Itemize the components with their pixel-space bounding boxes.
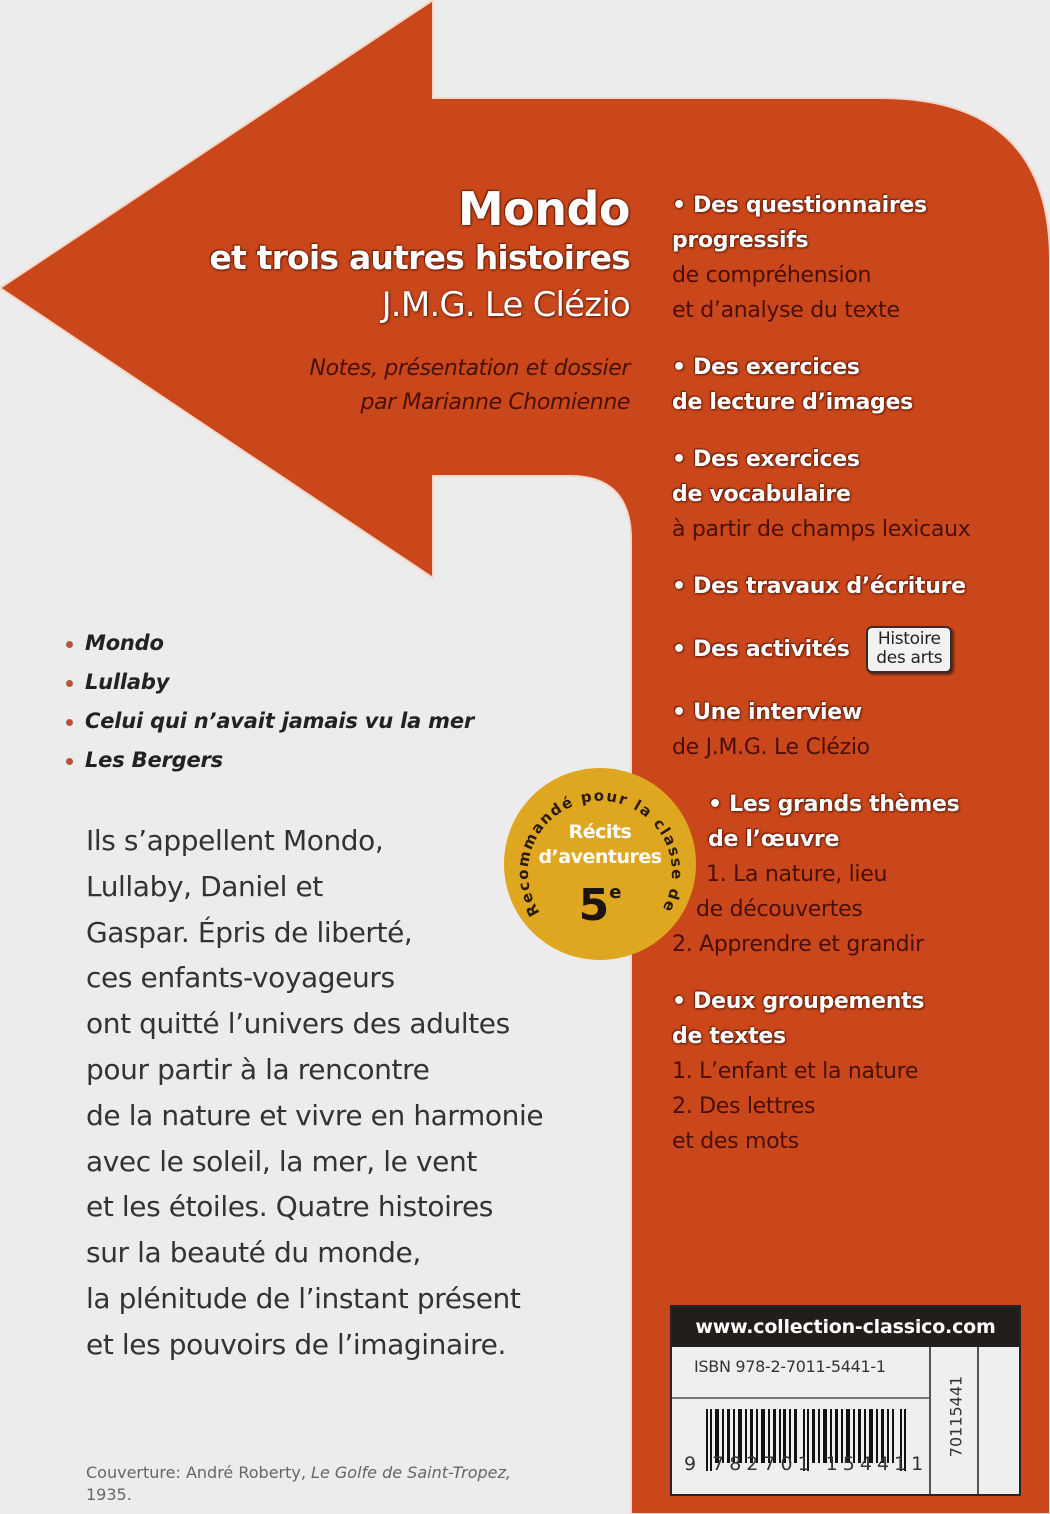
blurb-line: Lullaby, Daniel et bbox=[86, 869, 323, 903]
feature-ecriture bbox=[672, 569, 1042, 604]
feature-detail: et d’analyse du texte bbox=[672, 298, 900, 323]
feature-detail: 2. Apprendre et grandir bbox=[672, 932, 924, 957]
svg-text:Recommandé pour la classe de: Recommandé pour la classe de bbox=[513, 786, 687, 920]
barcode-digits: 9 782701 154411 bbox=[684, 1453, 929, 1475]
divider bbox=[672, 1397, 929, 1399]
feature-detail: de découvertes bbox=[696, 897, 863, 922]
feature-interview bbox=[672, 695, 1042, 765]
blurb-line: Gaspar. Épris de liberté, bbox=[86, 915, 413, 949]
grade-suffix: e bbox=[609, 882, 622, 903]
story-item bbox=[66, 702, 474, 741]
feature-heading: • Des questionnaires bbox=[672, 193, 927, 218]
feature-heading: • Des exercices bbox=[672, 355, 860, 380]
feature-vocabulaire bbox=[672, 442, 1042, 547]
tag-line: Histoire bbox=[877, 629, 941, 649]
isbn-box bbox=[670, 1305, 1021, 1496]
story-item bbox=[66, 624, 474, 663]
feature-heading: de vocabulaire bbox=[672, 482, 851, 507]
cover-credit-work: Le Golfe de Saint-Tropez, bbox=[311, 1463, 511, 1482]
bullet-icon bbox=[66, 719, 73, 726]
feature-lecture-images bbox=[672, 350, 1042, 420]
blurb-line: de la nature et vivre en harmonie bbox=[86, 1098, 544, 1132]
cover-credit-artist: Couverture: André Roberty, bbox=[86, 1463, 312, 1482]
feature-detail: de compréhension bbox=[672, 263, 872, 288]
editorial-credits bbox=[310, 352, 630, 420]
blurb-line: et les étoiles. Quatre histoires bbox=[86, 1190, 493, 1224]
credits-line-1: Notes, présentation et dossier bbox=[309, 356, 630, 381]
website-url[interactable]: www.collection-classico.com bbox=[672, 1307, 1019, 1347]
cover-credit-year: 1935. bbox=[86, 1485, 132, 1504]
divider bbox=[977, 1347, 979, 1494]
blurb-line: Ils s’appellent Mondo, bbox=[86, 824, 384, 857]
story-title: Les Bergers bbox=[85, 748, 223, 772]
feature-activites bbox=[672, 626, 1042, 673]
cover-credit bbox=[86, 1462, 511, 1506]
badge-grade bbox=[504, 880, 696, 931]
divider bbox=[929, 1347, 931, 1494]
blurb-line: la plénitude de l’instant présent bbox=[86, 1281, 521, 1315]
blurb-line: sur la beauté du monde, bbox=[86, 1236, 421, 1270]
histoire-des-arts-tag bbox=[866, 626, 952, 673]
feature-detail: à partir de champs lexicaux bbox=[672, 517, 971, 542]
feature-detail: 1. L’enfant et la nature bbox=[672, 1059, 919, 1084]
feature-heading: • Des exercices bbox=[672, 447, 860, 472]
feature-detail: 1. La nature, lieu bbox=[706, 862, 888, 887]
story-title: Celui qui n’avait jamais vu la mer bbox=[85, 709, 475, 733]
badge-genre-line: d’aventures bbox=[538, 846, 662, 868]
badge-genre bbox=[504, 820, 696, 870]
book-subtitle: et trois autres histoires bbox=[209, 238, 630, 277]
feature-detail: 2. Des lettres bbox=[672, 1094, 816, 1119]
vertical-code: 70115441 bbox=[946, 1375, 966, 1458]
feature-heading: • Une interview bbox=[672, 700, 862, 725]
feature-questionnaires bbox=[672, 188, 1042, 328]
story-item bbox=[66, 741, 474, 780]
feature-detail: de J.M.G. Le Clézio bbox=[672, 735, 870, 760]
book-title: Mondo bbox=[457, 182, 630, 236]
feature-groupements bbox=[672, 984, 1042, 1159]
features-list bbox=[672, 188, 1042, 1181]
story-title: Lullaby bbox=[85, 670, 170, 694]
feature-heading: • Des activités bbox=[672, 636, 850, 662]
feature-heading: • Deux groupements bbox=[672, 989, 925, 1014]
badge-genre-line: Récits bbox=[568, 821, 632, 843]
bullet-icon bbox=[66, 758, 73, 765]
story-title: Mondo bbox=[85, 631, 164, 655]
tag-line: des arts bbox=[876, 648, 943, 668]
feature-detail: et des mots bbox=[672, 1129, 799, 1154]
isbn-number: ISBN 978-2-7011-5441-1 bbox=[694, 1357, 886, 1376]
bullet-icon bbox=[66, 641, 73, 648]
blurb-line: ces enfants-voyageurs bbox=[86, 961, 395, 995]
feature-heading: de l’œuvre bbox=[708, 827, 840, 852]
grade-number: 5 bbox=[578, 880, 610, 931]
stories-list bbox=[66, 624, 474, 780]
feature-themes bbox=[672, 787, 1042, 962]
feature-heading: de lecture d’images bbox=[672, 390, 913, 415]
blurb-line: et les pouvoirs de l’imaginaire. bbox=[86, 1327, 506, 1361]
feature-heading: de textes bbox=[672, 1024, 786, 1049]
blurb-line: pour partir à la rencontre bbox=[86, 1052, 430, 1086]
credits-line-2: par Marianne Chomienne bbox=[360, 390, 630, 415]
story-item bbox=[66, 663, 474, 702]
grade-badge bbox=[504, 768, 696, 960]
bullet-icon bbox=[66, 680, 73, 687]
feature-heading: • Des travaux d’écriture bbox=[672, 574, 966, 599]
blurb-line: ont quitté l’univers des adultes bbox=[86, 1007, 510, 1041]
feature-heading: progressifs bbox=[672, 228, 809, 253]
book-author: J.M.G. Le Clézio bbox=[381, 285, 630, 325]
feature-heading: • Les grands thèmes bbox=[708, 792, 960, 817]
blurb-line: avec le soleil, la mer, le vent bbox=[86, 1144, 477, 1178]
